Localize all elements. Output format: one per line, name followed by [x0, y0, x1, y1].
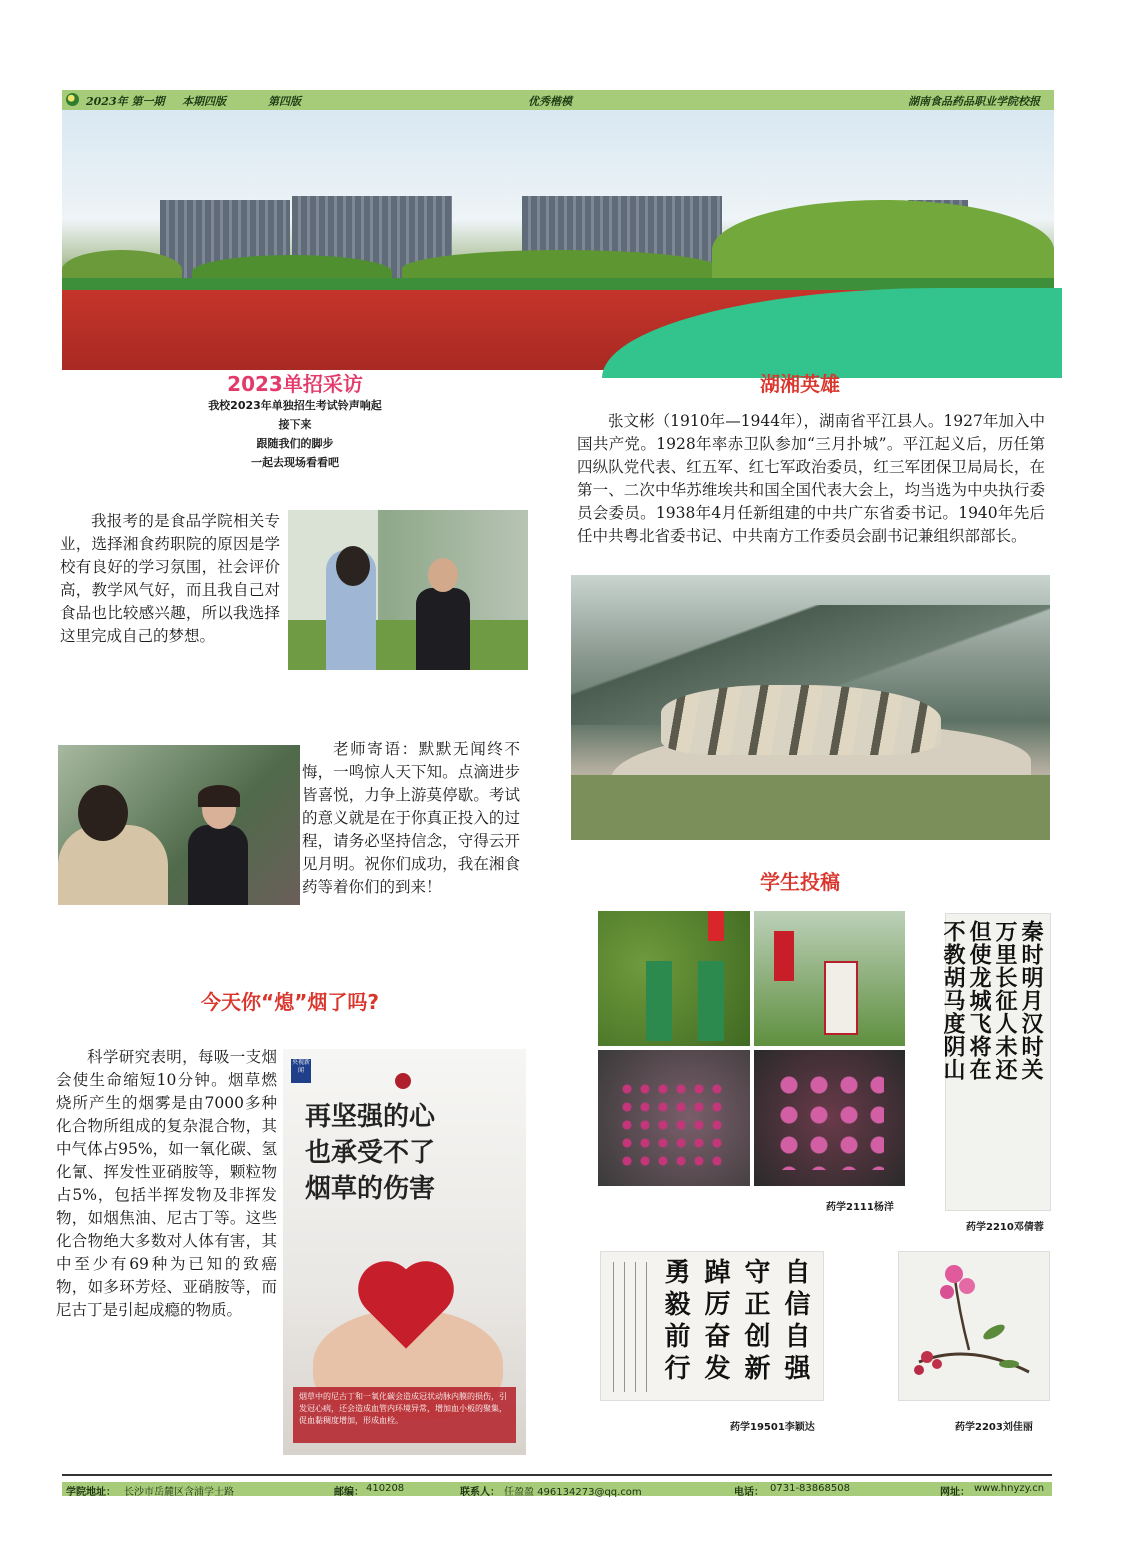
red-army-painting — [571, 575, 1050, 840]
slogan-line-2: 守正创新 — [740, 1258, 770, 1386]
poem-line-1: 秦时明月汉时关 — [1018, 920, 1044, 1081]
header-page-no: 第四版 — [268, 95, 301, 108]
poem-line-3: 但使龙城飞将在 — [966, 920, 992, 1081]
caption-1: 药学2111杨洋 — [826, 1202, 894, 1213]
header-issue: 2023年 第一期 — [86, 95, 165, 108]
poster-line-3: 烟草的伤害 — [305, 1174, 436, 1204]
footer-web-label: 网址： — [940, 1487, 970, 1498]
submission-photo-banners-1 — [598, 911, 750, 1046]
poster-line-1: 再坚强的心 — [305, 1102, 436, 1132]
school-logo-icon — [66, 93, 79, 106]
intro-line-3: 跟随我们的脚步 — [256, 437, 334, 450]
hero-title: 湖湘英雄 — [760, 372, 840, 396]
header-paper-name: 湖南食品药品职业学院校报 — [908, 95, 1040, 108]
submissions-title: 学生投稿 — [760, 870, 840, 894]
smoking-text: 科学研究表明，每吸一支烟会使生命缩短10分钟。烟草燃烧所产生的烟雾是由7000多种化合物所组成的复杂混合物，其中气体占95%，如一氧化碳、氢化氰、挥发性亚硝胺等，颗粒物占5%，包括半挥发物及非挥发物，如烟焦油、尼古丁等。这些化合物绝大多数对人体有害，其中至少有69种为已知的致癌物，如多环芳烃、亚硝胺等，而尼古丁是引起成瘾的物质。 — [56, 1048, 277, 1319]
teacher-message-text: 老师寄语：默默无闻终不悔，一鸣惊人天下知。点滴进步皆喜悦，力争上游莫停歇。考试的意义就是在于你真正投入的过程，请务必坚持信念，守得云开见月明。祝你们成功，我在湘食药等着你们的到来！ — [302, 740, 520, 896]
calligraphy-slogan — [600, 1251, 824, 1401]
slogan-line-3: 踔厉奋发 — [700, 1258, 730, 1386]
interview-intro — [150, 396, 440, 472]
calligraphy-poem — [940, 913, 1051, 1211]
caption-3: 药学19501李颖达 — [730, 1422, 815, 1433]
header-pages: 本期四版 — [182, 95, 226, 108]
intro-line-1: 我校2023年单独招生考试铃声响起 — [208, 399, 382, 412]
header-section: 优秀楷模 — [528, 95, 572, 108]
slogan-line-1: 自信自强 — [780, 1258, 810, 1386]
student-interview-text: 我报考的是食品学院相关专业，选择湘食药职院的原因是学校有良好的学习氛围，社会评价高，教学风气好，而且我自己对食品也比较感兴趣，所以我选择这里完成自己的梦想。 — [60, 512, 280, 645]
header-bar — [62, 90, 1054, 110]
poster-note: 烟草中的尼古丁和一氧化碳会造成冠状动脉内膜的损伤，引发冠心病，还会造成血管内环境异常，增加血小板的聚集，促血黏稠度增加，形成血栓。 — [293, 1387, 516, 1443]
submission-photo-blossoms — [598, 1050, 750, 1186]
footer-address: 长沙市岳麓区含浦学士路 — [124, 1487, 234, 1498]
caption-2: 药学2210邓倩蓉 — [966, 1222, 1044, 1233]
footer-postcode: 410208 — [366, 1483, 405, 1494]
footer-bar — [62, 1482, 1052, 1496]
footer-contact-label: 联系人： — [460, 1487, 500, 1498]
teacher-interview-photo — [58, 745, 300, 905]
footer-phone-label: 电话： — [734, 1487, 764, 1498]
heart-drop-icon — [395, 1073, 411, 1089]
interview-title: 2023单招采访 — [227, 372, 363, 396]
submission-photo-banners-2 — [754, 911, 905, 1046]
flower-painting — [898, 1251, 1050, 1401]
footer-contact[interactable]: 任盈盈 496134273@qq.com — [504, 1487, 642, 1498]
footer-web-link[interactable]: www.hnyzy.cn — [974, 1483, 1045, 1494]
poem-line-4: 不教胡马度阴山 — [940, 920, 966, 1081]
slogan-line-4: 勇毅前行 — [660, 1258, 690, 1386]
anti-smoking-poster — [283, 1049, 526, 1455]
footer-phone: 0731-83868508 — [770, 1483, 850, 1494]
intro-line-2: 接下来 — [278, 418, 312, 431]
student-interview-photo — [288, 510, 528, 670]
footer-divider — [62, 1474, 1052, 1476]
campus-banner-image — [62, 110, 1054, 355]
intro-line-4: 一起去现场看看吧 — [251, 456, 339, 469]
poster-line-2: 也承受不了 — [305, 1138, 436, 1168]
hero-text: 张文彬（1910年—1944年），湖南省平江县人。1927年加入中国共产党。1928年率赤卫队参加“三月扑城”。平江起义后，历任第四纵队党代表、红五军、红七军政治委员，红三军团保卫局局长，在第一、二次中华苏维埃共和国全国代表大会上，均当选为中央执行委员会委员。1938年4月任新组建的中共广东省委书记。1940年先后任中共粤北省委书记、中共南方工作委员会副书记兼组织部部长。 — [577, 412, 1045, 545]
poem-line-2: 万里长征人未还 — [992, 920, 1018, 1081]
smoking-title: 今天你“熄”烟了吗? — [201, 990, 379, 1014]
footer-postcode-label: 邮编： — [334, 1487, 364, 1498]
caption-4: 药学2203刘佳丽 — [955, 1422, 1033, 1433]
news-badge: 央视新闻 — [291, 1059, 311, 1083]
footer-address-label: 学院地址： — [66, 1487, 116, 1498]
submission-photo-magnolia — [754, 1050, 905, 1186]
cherry-blossom-drawing — [899, 1252, 1049, 1400]
